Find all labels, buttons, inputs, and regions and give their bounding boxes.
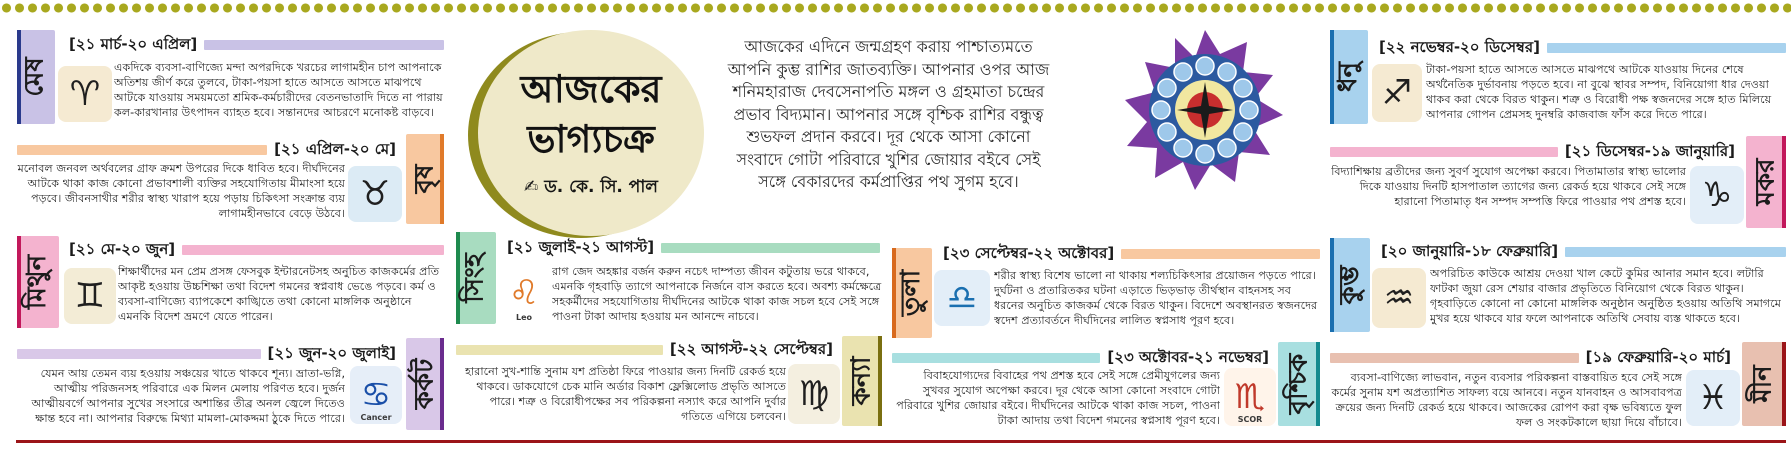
scorpio-tab [1278,342,1320,426]
aquarius-text: অপরিচিত কাউকে আশ্রয় দেওয়া খাল কেটে কুমির আনার সমান হবে। লটারি ফাটকা জুয়া রেস শেয়ার বাজার প্রভৃতিতে বিনিয়োগ থেকে বিরত থাকুন। গৃহবাড়িতে কোনো না কোনো মাঙ্গলিক অনুষ্ঠান অনুষ্ঠিত হওয়ায় অতিথি সমাগমে মুখর হয়ে থাকবে যার ফলে আপনাকে অতিথি সেবায় ব্যস্ত থাকতে হবে। [1430,267,1781,325]
aries-header-bar [204,40,444,50]
ram-icon: ♈ [58,66,112,122]
pisces-tab [1742,342,1786,426]
sagittarius-header-bar [1547,43,1786,53]
virgo-dates: [২২ আগস্ট-২২ সেপ্টেম্বর] [669,339,833,358]
pen-icon: ✍ [524,177,539,197]
lion-icon: ♌ Leo [500,262,548,324]
taurus-dates: [২১ এপ্রিল-২০ মে] [274,139,396,158]
aquarius-header-bar [1565,247,1786,257]
libra-dates: [২৩ সেপ্টেম্বর-২২ অক্টোবর] [943,243,1115,262]
capricorn-name: মকর [1750,158,1780,206]
gemini-header-bar [182,245,444,255]
pisces-text: ব্যবসা-বাণিজ্যে লাভবান, নতুন ব্যবসার পরিকল্পনা বাস্তবায়িত হবে সেই সঙ্গে কর্মের সুনাম যশ অপ্রত্যাশিত সাফল্য বয়ে আনবে। নতুন যানবাহন ও আসবাবপত্র ক্রয়ের জন্য দিনটি রেকর্ড হয়ে থাকবে। আজকের রোপণ করা বৃক্ষ ভবিষ্যতে ফুল ফল ও সংকটকালে ছায়া দিয়ে বাঁচাবে। [1331,371,1682,429]
taurus-name: বৃষ [409,164,439,194]
scorpio-caption: SCOR [1237,415,1263,424]
page-title: আজকের ভাগ্যচক্র [520,66,662,161]
title-disk [478,30,704,236]
gemini-name: মিথুন [22,254,53,310]
bottom-rule [16,440,1786,443]
aquarius-dates: [২০ জানুয়ারি-১৮ ফেব্রুয়ারি] [1381,241,1559,260]
leo-header-bar [661,243,880,253]
libra-text: শরীর স্বাস্থ্য বিশেষ ভালো না থাকায় শল্যচিকিৎসার প্রয়োজন পড়তে পারে। দুর্ঘটনা ও প্রতারিতকর ঘটনা এড়াতে ভিড়ভাড় তীর্থস্থান বাহনসহ সব ধরনের অনুচিত কাজকর্ম থেকে বিরত থাকুন। বিদেশে অবস্থানরত স্বজনদের স্বদেশ প্রত্যাবর্তনে দীর্ঘদিনের লালিত স্বপ্নসাধ পূরণ হবে। [994,269,1318,327]
maiden-icon: ♍ [788,364,840,424]
libra-header-bar [1121,249,1320,259]
sagittarius-text: টাকা-পয়সা হাতে আসতে আসতে মাঝপথে আটকে যাওয়ায় দিনের শেষে অর্থনৈতিক দুর্ভাবনায় পড়তে হবে। না বুঝে স্থাবর সম্পদ, বিনিয়োগা ধার দেওয়া থাকব করা থেকে বিরত থাকুন। শত্রু ও বিরোধী পক্ষ স্বজনদের সঙ্গে হাত মিলিয়ে আপনার গোপন প্রেমসহ দুনম্বরি কাজবাজ ফাঁস করে দিতে পারে। [1426,63,1772,121]
gemini-tab [17,236,59,328]
scorpio-header-bar [892,353,1100,363]
aries-tab [17,30,55,124]
dotted-top-border [0,0,1791,16]
pisces-header-bar [1330,353,1579,363]
scorpio-header [892,346,1276,370]
virgo-tab [842,336,882,426]
cancer-caption: Cancer [360,413,392,422]
aries-name: মেষ [20,57,51,97]
taurus-text: মনোবল জনবল অর্থবলের গ্রাফ ক্রমশ উপরের দিকে ধাবিত হবে। দীর্ঘদিনের আটকে থাকা কাজ কোনো প্রভাবশালী ব্যক্তির সহযোগিতায় মীমাংসা হয়ে পড়বে। জীবনসাথীর শরীর স্বাস্থ্য খারাপ হয়ে পড়ায় চিকিৎসা সংক্রান্ত ব্যয় লাগামহীনভাবে বেড়ে উঠবে। [17,162,345,220]
cancer-name: কর্কট [409,358,440,410]
virgo-name: কন্যা [846,356,877,406]
bull-icon: ♉ [348,166,402,222]
sagittarius-tab [1330,30,1368,124]
aquarius-tab [1330,238,1370,332]
leo-tab [456,232,496,324]
author-name: ড. কে. সি. পাল [544,177,658,197]
aries-dates: [২১ মার্চ-২০ এপ্রিল] [69,34,198,53]
aquarius-header [1374,240,1786,264]
gemini-header [62,238,444,262]
scorpion-icon: ♏ SCOR [1224,368,1276,426]
capricorn-dates: [২১ ডিসেম্বর-১৯ জানুয়ারি] [1564,141,1735,160]
zodiac-wheel-image [1125,30,1285,190]
twins-icon: ♊ [64,268,116,324]
water-bearer-icon: ♒ [1372,268,1426,328]
taurus-tab [406,134,444,224]
sagittarius-header [1372,36,1786,60]
crab-icon: ♋ Cancer [350,366,402,424]
aquarius-name: কুম্ভ [1334,265,1364,305]
capricorn-header-bar [1330,147,1558,157]
cancer-header [17,342,403,366]
cancer-header-bar [17,349,261,359]
scales-icon: ♎ [934,270,990,326]
scorpio-text: বিবাহযোগ্যদের বিবাহের পথ প্রশস্ত হবে সেই সঙ্গে প্রেমীযুগলের জন্য সুখবর সুযোগ অপেক্ষা করবে। দূর থেকে আসা কোনো সংবাদে গোটা পরিবারে খুশির জোয়ার বইবে। দীর্ঘদিনের আটকে থাকা কাজ সচল, পাওনা টাকা আদায় তথা বিদেশ গমনের স্বপ্নসাধ পূরণ হবে। [896,369,1220,427]
scorpio-name: বৃশ্চিক [1283,353,1314,415]
gemini-text: শিক্ষার্থীদের মন প্রেম প্রসঙ্গ ফেসবুক ইন্টারনেটসহ অনুচিত কাজকর্মের প্রতি আকৃষ্ট হওয়ায় উচ্চশিক্ষা তথা বিদেশ গমনের স্বপ্নবাধ ভেঙে পড়বে। কর্ম ও ব্যবসা-বাণিজ্যে ব্যাপকেশে কাঙ্খিতে তথা কোনো মাঙ্গলিক অনুষ্ঠানে এমনকি বিদেশ ভ্রমণে যেতে পারেন। [118,265,440,323]
leo-text: রাগ জেদ অহঙ্কার বর্জন করুন নচেৎ দাম্পত্য জীবন কটুতায় ভরে থাকবে, এমনকি গৃহবাড়ি ত্যাগে আপনাকে নির্জনে বাস করতে হবে। অবশ্য কর্মক্ষেত্রে সহকর্মীদের সহযোগিতায় দীর্ঘদিনের আটকে থাকা কাজ সচল হবে সেই সঙ্গে পাওনা টাকা আদায় হওয়ায় মন আনন্দে নাচবে। [552,265,882,323]
daily-intro-text: আজকের এদিনে জন্মগ্রহণ করায় পাশ্চাত্যমতে আপনি কুম্ভ রাশির জাতব্যক্তি। আপনার ওপর আজ শনিমহারাজ দেবসেনাপতি মঙ্গল ও গ্রহমাতা চন্দ্রের প্রভাব বিদ্যমান। আপনার সঙ্গে বৃশ্চিক রাশির বন্ধুত্ব শুভফল প্রদান করবে। দূর থেকে আসা কোনো সংবাদে গোটা পরিবারে খুশির জোয়ার বইবে সেই সঙ্গে বেকারদের কর্মপ্রাপ্তির পথ সুগম হবে। [727,37,1050,191]
capricorn-text: বিদ্যাশিক্ষায় ব্রতীদের জন্য সুবর্ণ সুযোগ অপেক্ষা করবে। পিতামাতার স্বাস্থ্য ভালোর দিকে যাওয়ায় দিনটি হাসপাতাল ত্যাগের জন্য রেকর্ড হয়ে থাকবে সেই সঙ্গে হারানো পিতামাতৃ ধন সম্পদ সম্পত্তি ফিরে পাওয়ার পথ প্রশস্ত হবে। [1331,165,1686,208]
cancer-dates: [২১ জুন-২০ জুলাই] [267,343,396,362]
virgo-header [456,338,840,362]
author-line [524,174,658,202]
virgo-header-bar [456,345,663,355]
leo-header [500,236,880,260]
scorpio-dates: [২৩ অক্টোবর-২১ নভেম্বর] [1107,347,1269,366]
cancer-text: যেমন আয় তেমন ব্যয় হওয়ায় সঞ্চয়ের খাতে থাকবে শূন্য। ভ্রাতা-ভগ্নি, আত্মীয় পরিজনসহ পরিবারে এক মিলন মেলায় পরিণত হবে। দুর্জন আত্মীয়বর্গে আপনার সুখের সংসারে অশান্তির তীব্র অনল জ্বেলে দিতেও ক্ষান্ত হবে না। আপনার বিরুদ্ধে মিথ্যা মামলা-মোকদ্দমা ঠুকে দিতে পারে। [31,367,345,425]
taurus-header [17,138,403,162]
sagittarius-name: ধনু [1333,61,1363,93]
capricorn-tab [1746,136,1786,228]
pisces-dates: [১৯ ফেব্রুয়ারি-২০ মার্চ] [1585,347,1731,366]
leo-caption: Leo [515,313,533,322]
capricorn-header [1330,140,1742,164]
archer-icon: ♐ [1372,64,1422,122]
pisces-header [1330,346,1738,370]
leo-name: সিংহ [460,253,490,303]
pisces-name: মীন [1748,365,1778,403]
libra-tab [892,248,932,338]
aries-header [62,33,444,57]
fish-icon: ♓ [1686,370,1740,426]
virgo-text: হারানো সুখ-শান্তি সুনাম যশ প্রতিষ্ঠা ফিরে পাওয়ার জন্য দিনটি রেকর্ড হয়ে থাকবে। ডাকযোগে চেক মানি অর্ডার বিকাশ ফ্লেক্সিলোড প্রভৃতি আসতে পারে। শত্রু ও বিরোধীপক্ষের সব পরিকল্পনা নস্যাৎ করে আপনি দুর্বার গতিতে এগিয়ে চলবেন। [465,365,786,423]
goat-icon: ♑ [1690,166,1744,224]
cancer-tab [406,338,444,430]
libra-header [936,242,1320,266]
sagittarius-dates: [২২ নভেম্বর-২০ ডিসেম্বর] [1379,37,1540,56]
taurus-header-bar [17,145,267,155]
gemini-dates: [২১ মে-২০ জুন] [69,239,176,258]
leo-dates: [২১ জুলাই-২১ আগস্ট] [507,237,655,256]
aries-text: একদিকে ব্যবসা-বাণিজ্যে মন্দা অপরদিকে খরচের লাগামহীন চাপ আপনাকে অতিশয় জীর্ণ করে তুলবে, টাকা-পয়সা হাতে আসতে আসতে মাঝপথে আটকে যাওয়ায় সময়মতো শ্রমিক-কর্মচারীদের বেতনভাতাদি দিতে না পারায় কল-কারখানার উৎপাদন ব্যাহত হবে। সন্তানদের আচরণে মনোকষ্ট বাড়বে। [114,61,443,119]
libra-name: তুলা [896,269,927,317]
